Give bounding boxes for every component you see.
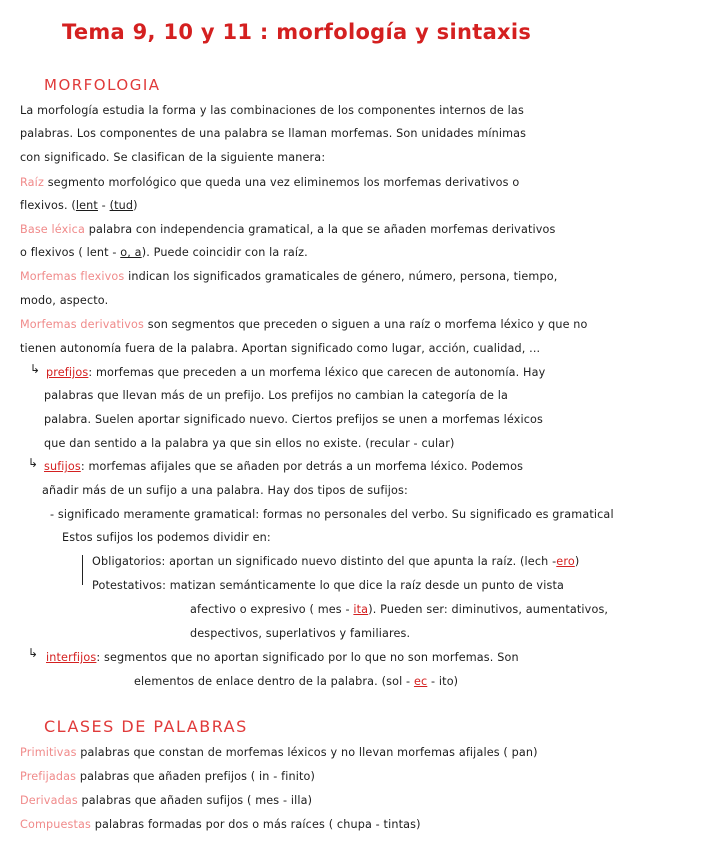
obligatorios-definition: : aportan un significado nuevo distinto del que apunta la raíz. (lech -: [161, 555, 557, 568]
sufijos-gramatical-2: Estos sufijos los podemos dividir en:: [62, 531, 271, 544]
clase-term: Prefijadas: [20, 770, 77, 783]
sufijos-term: sufijos: [44, 460, 81, 473]
raiz-text: flexivos. (: [20, 199, 76, 212]
flexivos-term: Morfemas flexivos: [20, 270, 125, 283]
base-lexica-close: ). Puede coincidir con la raíz.: [141, 246, 308, 259]
clase-definition: palabras formadas por dos o más raíces ( chupa - tintas): [94, 818, 421, 831]
base-lexica-line-2: [20, 246, 308, 260]
intro-line: con significado. Se clasifican de la siguiente manera:: [20, 151, 326, 164]
raiz-term: Raíz: [20, 176, 44, 189]
arrow-icon: ↳: [28, 456, 39, 470]
potestativos-line-2: [190, 603, 608, 617]
obligatorios-example: ero: [556, 555, 575, 568]
interfijos-line: [46, 651, 519, 665]
base-lexica-text: o flexivos ( lent -: [20, 246, 121, 259]
raiz-line-2: [20, 199, 138, 213]
potestativos-text: afectivo o expresivo ( mes -: [190, 603, 354, 616]
flexivos-line-2: modo, aspecto.: [20, 294, 109, 307]
clase-term: Primitivas: [20, 746, 77, 759]
raiz-example-suffix: (tud: [109, 199, 134, 212]
prefijos-definition: : morfemas que preceden a un morfema léxico que carecen de autonomía. Hay: [88, 366, 546, 379]
obligatorios-close: ): [574, 555, 580, 568]
sufijos-definition: : morfemas afijales que se añaden por detrás a un morfema léxico. Podemos: [80, 460, 524, 473]
interfijos-line-2: [134, 675, 458, 689]
brace-bracket: [82, 555, 89, 585]
flexivos-line: [20, 270, 557, 284]
obligatorios-label: Obligatorios: [92, 555, 162, 568]
derivativos-definition: son segmentos que preceden o siguen a una raíz o morfema léxico y que no: [147, 318, 588, 331]
clase-definition: palabras que constan de morfemas léxicos y no llevan morfemas afijales ( pan): [80, 746, 538, 759]
derivativos-line-2: tienen autonomía fuera de la palabra. Aportan significado como lugar, acción, cualidad, ...: [20, 342, 541, 355]
derivativos-term: Morfemas derivativos: [20, 318, 145, 331]
clases-heading: CLASES DE PALABRAS: [44, 717, 248, 736]
arrow-icon: ↳: [30, 362, 41, 376]
derivativos-line: [20, 318, 588, 332]
raiz-close: ): [133, 199, 138, 212]
raiz-line: [20, 176, 519, 190]
raiz-definition: segmento morfológico que queda una vez eliminemos los morfemas derivativos o: [47, 176, 520, 189]
sufijos-line-2: añadir más de un sufijo a una palabra. Hay dos tipos de sufijos:: [42, 484, 408, 497]
potestativos-example: ita: [353, 603, 369, 616]
potestativos-text-2: ). Pueden ser: diminutivos, aumentativos,: [368, 603, 609, 616]
prefijos-term: prefijos: [46, 366, 89, 379]
interfijos-term: interfijos: [46, 651, 97, 664]
morfologia-heading: MORFOLOGIA: [44, 76, 161, 94]
interfijos-text: elementos de enlace dentro de la palabra. (sol -: [134, 675, 414, 688]
interfijos-close: - ito): [427, 675, 459, 688]
base-lexica-example: o, a: [120, 246, 142, 259]
clase-definition: palabras que añaden prefijos ( in - finito): [79, 770, 316, 783]
sufijos-line: [44, 460, 523, 474]
clase-item: [20, 770, 315, 784]
intro-line: palabras. Los componentes de una palabra se llaman morfemas. Son unidades mínimas: [20, 127, 527, 140]
base-lexica-term: Base léxica: [20, 223, 85, 236]
prefijos-line: [46, 366, 545, 380]
base-lexica-definition: palabra con independencia gramatical, a la que se añaden morfemas derivativos: [88, 223, 556, 236]
interfijos-example: ec: [413, 675, 428, 688]
raiz-separator: -: [97, 199, 110, 212]
obligatorios-line: [92, 555, 579, 569]
prefijos-line-3: palabra. Suelen aportar significado nuevo. Ciertos prefijos se unen a morfemas léxicos: [44, 413, 544, 426]
prefijos-line-2: palabras que llevan más de un prefijo. Los prefijos no cambian la categoría de la: [44, 389, 508, 402]
clase-item: [20, 818, 421, 832]
clase-item: [20, 794, 312, 808]
arrow-icon: ↳: [28, 646, 39, 660]
base-lexica-line: [20, 223, 556, 237]
raiz-example-root: lent: [75, 199, 98, 212]
clase-term: Compuestas: [20, 818, 92, 831]
page-title: Tema 9, 10 y 11 : morfología y sintaxis: [62, 20, 532, 44]
clase-item: [20, 746, 538, 760]
potestativos-line-3: despectivos, superlativos y familiares.: [190, 627, 411, 640]
prefijos-line-4: que dan sentido a la palabra ya que sin ellos no existe. (recular - cular): [44, 437, 455, 450]
flexivos-definition: indican los significados gramaticales de género, número, persona, tiempo,: [128, 270, 558, 283]
potestativos-label: Potestativos: [92, 579, 163, 592]
potestativos-line: [92, 579, 564, 593]
clase-definition: palabras que añaden sufijos ( mes - illa): [81, 794, 313, 807]
potestativos-definition: : matizan semánticamente lo que dice la raíz desde un punto de vista: [162, 579, 564, 592]
clase-term: Derivadas: [20, 794, 78, 807]
intro-line: La morfología estudia la forma y las combinaciones de los componentes internos de las: [20, 104, 524, 117]
sufijos-gramatical: - significado meramente gramatical: formas no personales del verbo. Su significado es gramatical: [50, 508, 614, 521]
interfijos-definition: : segmentos que no aportan significado por lo que no son morfemas. Son: [96, 651, 519, 664]
